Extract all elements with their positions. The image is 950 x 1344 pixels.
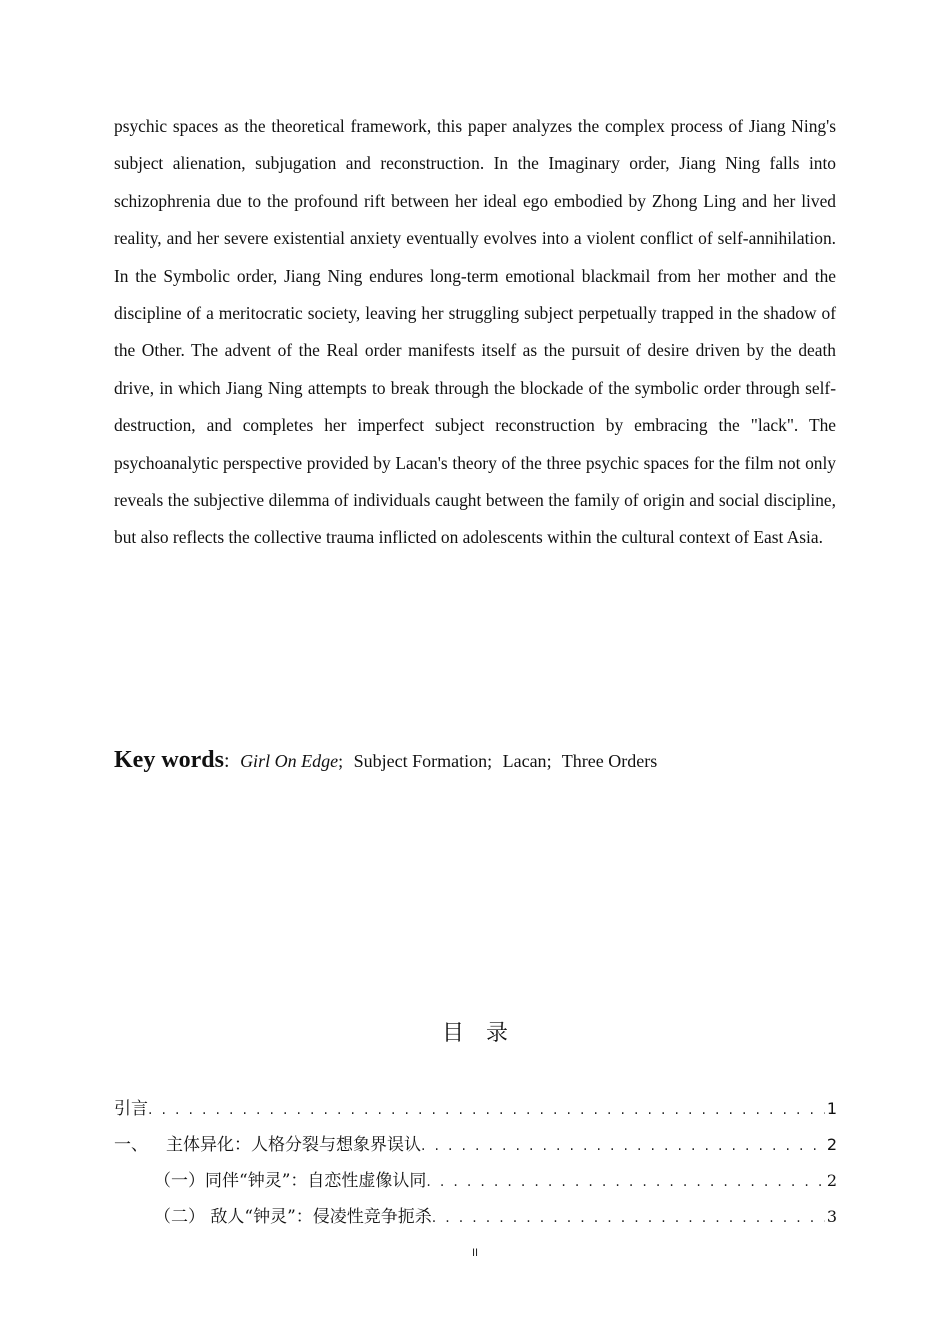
toc-entry-text: （一）同伴“钟灵”：自恋性虚像认同 <box>154 1171 427 1191</box>
toc-entry[interactable] <box>114 1130 837 1166</box>
page-number: II <box>471 1247 479 1259</box>
keyword-item: Three Orders <box>561 751 658 771</box>
toc-entry-number: 一、 <box>114 1135 148 1155</box>
toc-entry[interactable] <box>114 1202 837 1238</box>
toc-entry[interactable] <box>114 1094 837 1130</box>
toc-leader-dots <box>426 1174 824 1190</box>
keyword-item: Subject Formation <box>353 751 488 771</box>
keyword-item: Girl On Edge <box>240 751 339 771</box>
keyword-separator: ; <box>338 751 344 771</box>
toc-entry-text: 主体异化：人格分裂与想象界误认 <box>166 1135 421 1155</box>
keywords-line <box>114 743 836 778</box>
toc-title: 目录 <box>441 1021 530 1046</box>
toc-leader-dots <box>148 1102 825 1118</box>
toc-leader-dots <box>432 1210 825 1226</box>
toc-entry-page: 1 <box>826 1099 837 1118</box>
keyword-separator: ; <box>487 751 493 771</box>
table-of-contents <box>114 1094 837 1238</box>
keywords-colon: : <box>224 750 230 772</box>
toc-entry-page: 3 <box>826 1207 837 1226</box>
toc-entry-text: （二） 敌人“钟灵”：侵凌性竞争扼杀 <box>154 1207 432 1227</box>
keyword-separator: ; <box>546 751 552 771</box>
toc-entry-page: 2 <box>826 1171 837 1190</box>
keyword-item: Lacan <box>502 751 547 771</box>
toc-entry[interactable] <box>114 1166 837 1202</box>
toc-entry-text: 引言 <box>114 1099 148 1119</box>
keywords-label: Key words <box>114 747 224 773</box>
toc-leader-dots <box>421 1138 825 1154</box>
toc-entry-page: 2 <box>826 1135 837 1154</box>
abstract-paragraph: psychic spaces as the theoretical framework, this paper analyzes the complex process of Jiang Ning's subject alienation, subjugation and reconstruction. In the Imaginary order, Jiang Ning falls into schizophrenia due to the profound rift between her ideal ego embodied by Zhong Ling and her lived reality, and her severe existential anxiety eventually evolves into a violent conflict of self-annihilation. In the Symbolic order, Jiang Ning endures long-term emotional blackmail from her mother and the discipline of a meritocratic society, leaving her struggling subject perpetually trapped in the shadow of the Other. The advent of the Real order manifests itself as the pursuit of desire driven by the death drive, in which Jiang Ning attempts to break through the blockade of the symbolic order through self-destruction, and completes her imperfect subject reconstruction by embracing the "lack". The psychoanalytic perspective provided by Lacan's theory of the three psychic spaces for the film not only reveals the subjective dilemma of individuals caught between the family of origin and social discipline, but also reflects the collective trauma inflicted on adolescents within the cultural context of East Asia. <box>114 116 836 548</box>
